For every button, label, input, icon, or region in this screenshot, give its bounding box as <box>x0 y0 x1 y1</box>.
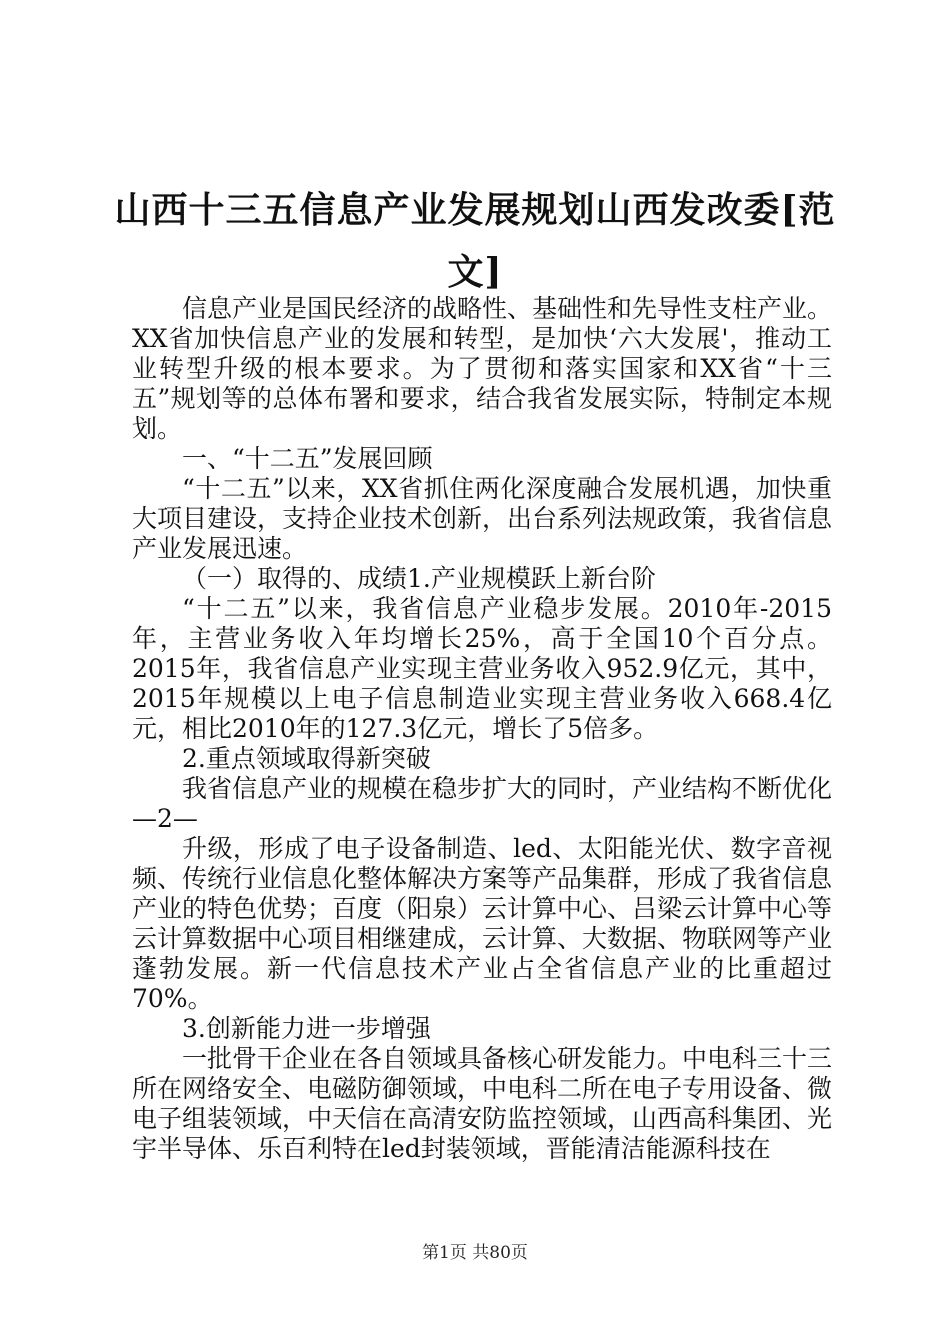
section-heading-review: 一、“十二五”发展回顾 <box>182 444 433 473</box>
document-title-line-2: 文] <box>447 251 503 293</box>
review-paragraph: “十二五”以来，XX省抓住两化深度融合发展机遇，加快重大项目建设，支持企业技术创新，出台系列法规政策，我省信息产业发展迅速。 <box>132 474 833 563</box>
scale-paragraph: “十二五”以来，我省信息产业稳步发展。2010年-2015年，主营业务收入年均增长25%，高于全国10个百分点。2015年，我省信息产业实现主营业务收入952.9亿元，其中，2015年规模以上电子信息制造业实现主营业务收入668.4亿元，相比2010年的127.3亿元，增长了5倍多。 <box>132 594 832 743</box>
subsection-heading-breakthrough: 2.重点领域取得新突破 <box>182 744 431 773</box>
upgrade-paragraph: 升级，形成了电子设备制造、led、太阳能光伏、数字音视频、传统行业信息化整体解决方案等产品集群，形成了我省信息产业的特色优势；百度（阳泉）云计算中心、吕梁云计算中心等云计算数据中心项目相继建成，云计算、大数据、物联网等产业蓬勃发展。新一代信息技术产业占全省信息产业的比重超过70%。 <box>132 834 833 1013</box>
innovation-paragraph: 一批骨干企业在各自领域具备核心研发能力。中电科三十三所在网络安全、电磁防御领域，中电科二所在电子专用设备、微电子组装领域，中天信在高清安防监控领域，山西高科集团、光宇半导体、乐百利特在led封装领域，晋能清洁能源科技在 <box>132 1044 833 1163</box>
subsection-heading-innovation: 3.创新能力进一步增强 <box>182 1014 431 1043</box>
structure-paragraph: 我省信息产业的规模在稳步扩大的同时，产业结构不断优化—2— <box>132 774 833 833</box>
intro-paragraph: 信息产业是国民经济的战略性、基础性和先导性支柱产业。XX省加快信息产业的发展和转型，是加快‘六大发展'，推动工业转型升级的根本要求。为了贯彻和落实国家和XX省“十三五”规划等的总体布署和要求，结合我省发展实际，特制定本规划。 <box>132 294 833 443</box>
document-title-line-1: 山西十三五信息产业发展规划山西发改委[范 <box>114 189 836 231</box>
page-number-footer: 第1页 共80页 <box>422 1243 528 1263</box>
subsection-heading-achievements: （一）取得的、成绩1.产业规模跃上新台阶 <box>182 564 656 593</box>
document-body <box>132 294 832 1164</box>
